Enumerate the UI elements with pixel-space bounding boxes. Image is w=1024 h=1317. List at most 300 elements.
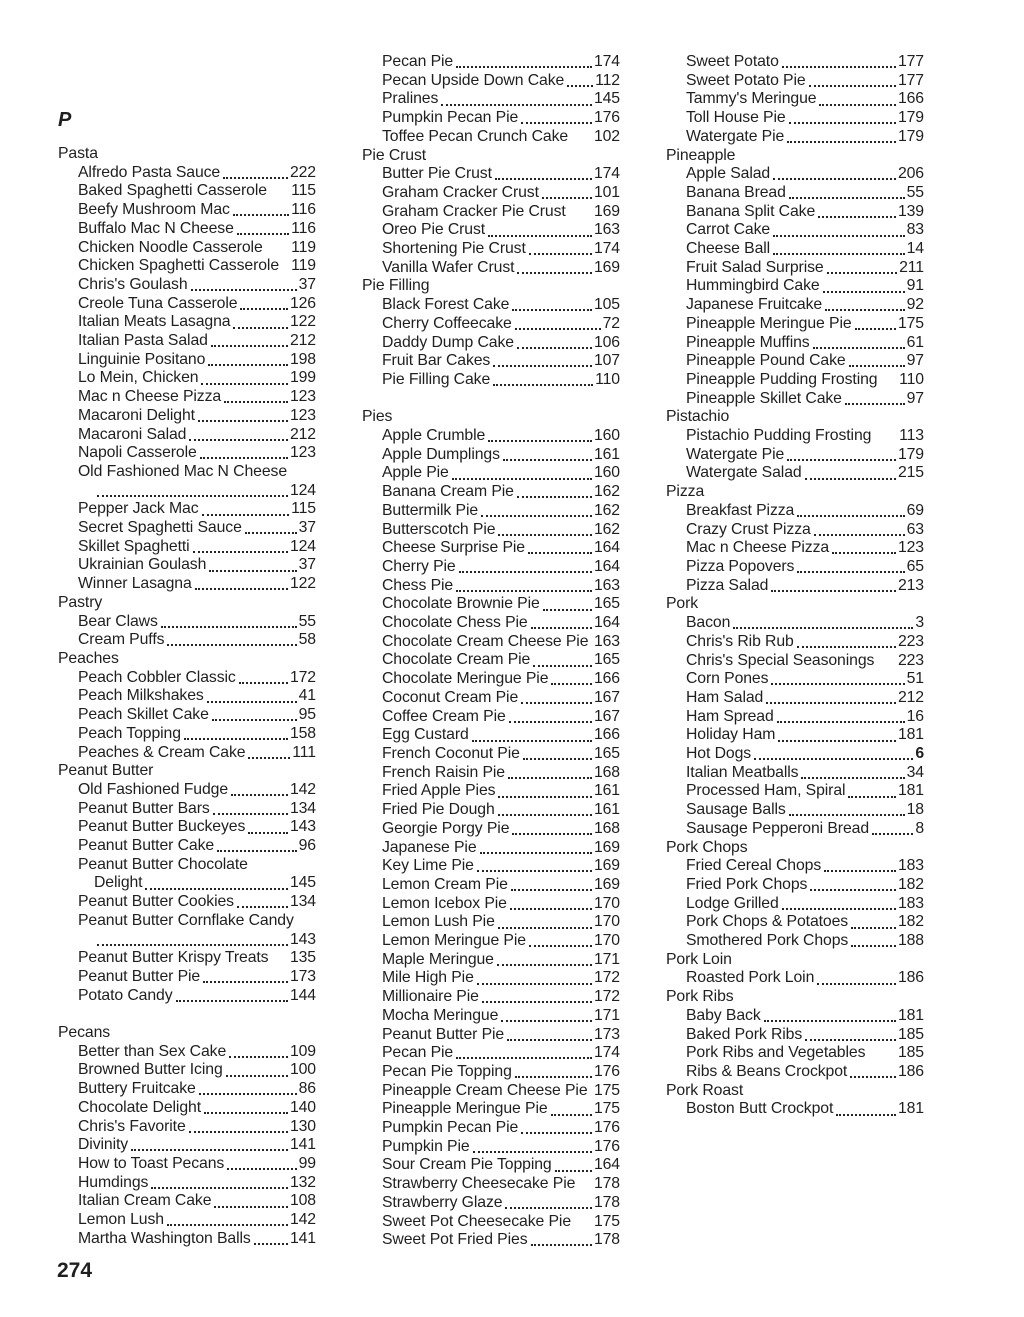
entry-page-number: 164 bbox=[593, 614, 620, 632]
entry-page-number: 166 bbox=[593, 726, 620, 744]
entry-title: Browned Butter Icing bbox=[78, 1061, 223, 1079]
entry-title: Pepper Jack Mac bbox=[78, 500, 199, 518]
dot-leader bbox=[754, 758, 913, 760]
dot-leader bbox=[555, 1170, 592, 1172]
dot-leader bbox=[223, 177, 288, 179]
entry-title: Delight bbox=[94, 874, 143, 892]
entry-title: Chris's Special Seasonings bbox=[686, 651, 875, 669]
dot-leader bbox=[193, 551, 288, 553]
entry-title: Martha Washington Balls bbox=[78, 1229, 251, 1247]
entry-title: Pineapple Pudding Frosting bbox=[686, 370, 878, 388]
dot-leader bbox=[787, 141, 896, 143]
entry-title: Chris's Goulash bbox=[78, 275, 188, 293]
entry-page-number: 163 bbox=[593, 221, 620, 239]
entry-title: Sweet Pot Cheesecake Pie bbox=[382, 1212, 572, 1230]
dot-leader bbox=[209, 570, 296, 572]
dot-leader bbox=[229, 1056, 288, 1058]
entry-page-number: 160 bbox=[593, 427, 620, 445]
entry-title: Pumpkin Pecan Pie bbox=[382, 109, 519, 127]
index-entry bbox=[362, 446, 620, 465]
index-entry bbox=[666, 315, 924, 334]
dot-leader bbox=[773, 178, 896, 180]
entry-title: Creole Tuna Casserole bbox=[78, 294, 238, 312]
entry-page-number: 112 bbox=[595, 71, 620, 89]
entry-title: Hot Dogs bbox=[686, 745, 752, 763]
entry-title: Humdings bbox=[78, 1173, 149, 1191]
dot-leader bbox=[529, 945, 592, 947]
index-entry bbox=[362, 614, 620, 633]
entry-page-number: 165 bbox=[593, 595, 620, 613]
index-entry bbox=[58, 1043, 316, 1062]
index-entry bbox=[58, 164, 316, 183]
dot-leader bbox=[531, 1244, 592, 1246]
category-header: Pecans bbox=[58, 1024, 111, 1042]
entry-page-number: 142 bbox=[289, 780, 316, 798]
entry-title: Bear Claws bbox=[78, 612, 158, 630]
dot-leader bbox=[245, 532, 297, 534]
index-entry bbox=[666, 726, 924, 745]
index-entry bbox=[362, 969, 620, 988]
index-entry bbox=[666, 390, 924, 409]
entry-page-number: 95 bbox=[298, 706, 316, 724]
dot-leader bbox=[787, 459, 896, 461]
entry-page-number: 108 bbox=[289, 1192, 316, 1210]
dot-leader bbox=[195, 588, 288, 590]
index-entry bbox=[58, 519, 316, 538]
entry-title: Pistachio Pudding Frosting bbox=[686, 427, 872, 445]
entry-title: Cheese Surprise Pie bbox=[382, 539, 525, 557]
category-header: Pastry bbox=[58, 593, 103, 611]
dot-leader bbox=[493, 365, 592, 367]
entry-page-number: 212 bbox=[897, 688, 924, 706]
entry-page-number: 178 bbox=[593, 1231, 620, 1249]
entry-page-number: 178 bbox=[593, 1175, 620, 1193]
entry-title: Cherry Coffeecake bbox=[382, 314, 512, 332]
entry-page-number: 164 bbox=[593, 539, 620, 557]
entry-title: Strawberry Glaze bbox=[382, 1193, 503, 1211]
index-entry bbox=[362, 1231, 620, 1250]
entry-title: Peanut Butter Krispy Treats bbox=[78, 949, 269, 967]
index-entry bbox=[362, 876, 620, 895]
dot-leader bbox=[226, 1075, 288, 1077]
entry-title: Watergate Pie bbox=[686, 127, 785, 145]
index-entry bbox=[58, 1118, 316, 1137]
index-entry bbox=[58, 1230, 316, 1249]
index-entry bbox=[666, 1100, 924, 1119]
entry-title: Italian Pasta Salad bbox=[78, 332, 208, 350]
index-entry bbox=[666, 1063, 924, 1082]
entry-page-number: 176 bbox=[593, 109, 620, 127]
dot-leader bbox=[167, 1224, 288, 1226]
dot-leader bbox=[201, 383, 287, 385]
index-entry bbox=[58, 1211, 316, 1230]
index-entry bbox=[58, 725, 316, 744]
dot-leader bbox=[189, 1131, 288, 1133]
index-entry bbox=[362, 932, 620, 951]
index-entry bbox=[58, 1174, 316, 1193]
entry-page-number: 178 bbox=[593, 1193, 620, 1211]
entry-title: Mac n Cheese Pizza bbox=[78, 388, 222, 406]
dot-leader bbox=[810, 889, 896, 891]
index-entry bbox=[362, 72, 620, 91]
index-entry bbox=[666, 184, 924, 203]
entry-page-number: 215 bbox=[897, 464, 924, 482]
dot-leader bbox=[204, 1112, 288, 1114]
entry-title: Smothered Pork Chops bbox=[686, 932, 849, 950]
dot-leader bbox=[456, 66, 592, 68]
index-entry bbox=[666, 334, 924, 353]
dot-leader bbox=[211, 345, 288, 347]
dot-leader bbox=[248, 832, 288, 834]
dot-leader bbox=[97, 944, 288, 946]
entry-title: Lemon Lush Pie bbox=[382, 913, 495, 931]
entry-title: Toll House Pie bbox=[686, 109, 786, 127]
entry-page-number: 165 bbox=[593, 651, 620, 669]
entry-title: Fried Cereal Chops bbox=[686, 857, 822, 875]
entry-page-number: 119 bbox=[291, 238, 316, 256]
entry-title: Peanut Butter Bars bbox=[78, 799, 210, 817]
index-entry bbox=[58, 239, 316, 258]
entry-title: Breakfast Pizza bbox=[686, 501, 795, 519]
dot-leader bbox=[521, 122, 592, 124]
index-entry bbox=[666, 296, 924, 315]
index-entry bbox=[58, 575, 316, 594]
entry-title: Peach Cobbler Classic bbox=[78, 668, 236, 686]
index-entry bbox=[58, 744, 316, 763]
index-entry bbox=[666, 109, 924, 128]
entry-title: Egg Custard bbox=[382, 726, 469, 744]
index-entry bbox=[666, 614, 924, 633]
entry-title: Pizza Salad bbox=[686, 576, 769, 594]
index-entry bbox=[362, 689, 620, 708]
dot-leader bbox=[533, 665, 592, 667]
index-entry bbox=[666, 857, 924, 876]
entry-page-number: 41 bbox=[298, 687, 316, 705]
entry-title: Graham Cracker Crust bbox=[382, 183, 539, 201]
entry-title: Carrot Cake bbox=[686, 221, 771, 239]
entry-title: Pecan Upside Down Cake bbox=[382, 71, 565, 89]
entry-title: Pork Chops & Potatoes bbox=[686, 913, 849, 931]
entry-page-number: 168 bbox=[593, 819, 620, 837]
entry-page-number: 163 bbox=[593, 576, 620, 594]
entry-page-number: 198 bbox=[289, 350, 316, 368]
index-entry bbox=[666, 558, 924, 577]
index-entry bbox=[58, 949, 316, 968]
index-entry bbox=[362, 464, 620, 483]
entry-title: Better than Sex Cake bbox=[78, 1042, 227, 1060]
dot-leader bbox=[551, 683, 592, 685]
entry-page-number: 145 bbox=[289, 874, 316, 892]
dot-leader bbox=[805, 478, 896, 480]
entry-title: Beefy Mushroom Mac bbox=[78, 201, 230, 219]
entry-title: Secret Spaghetti Sauce bbox=[78, 519, 242, 537]
dot-leader bbox=[789, 122, 896, 124]
entry-title: Banana Split Cake bbox=[686, 202, 816, 220]
entry-page-number: 116 bbox=[291, 219, 316, 237]
entry-title: Chocolate Cream Cheese Pie bbox=[382, 632, 589, 650]
entry-title: Watergate Pie bbox=[686, 445, 785, 463]
category-header: Pistachio bbox=[666, 408, 730, 426]
category-header: Pie Crust bbox=[362, 146, 427, 164]
entry-title: Winner Lasagna bbox=[78, 575, 192, 593]
entry-page-number: 164 bbox=[593, 557, 620, 575]
dot-leader bbox=[814, 534, 905, 536]
entry-page-number: 123 bbox=[897, 539, 924, 557]
entry-page-number: 3 bbox=[915, 614, 924, 632]
entry-page-number: 176 bbox=[593, 1119, 620, 1137]
dot-leader bbox=[200, 457, 288, 459]
entry-page-number: 186 bbox=[897, 969, 924, 987]
entry-title: Sweet Potato Pie bbox=[686, 71, 806, 89]
entry-title: Japanese Pie bbox=[382, 838, 477, 856]
entry-page-number: 142 bbox=[289, 1211, 316, 1229]
entry-page-number: 172 bbox=[593, 988, 620, 1006]
index-entry bbox=[362, 352, 620, 371]
index-entry bbox=[362, 764, 620, 783]
entry-page-number: 134 bbox=[289, 893, 316, 911]
index-entry bbox=[666, 652, 924, 671]
index-entry bbox=[362, 184, 620, 203]
entry-title: Banana Cream Pie bbox=[382, 483, 514, 501]
index-entry bbox=[58, 1080, 316, 1099]
index-entry bbox=[666, 1026, 924, 1045]
entry-page-number: 109 bbox=[289, 1042, 316, 1060]
entry-title: Hummingbird Cake bbox=[686, 277, 820, 295]
entry-page-number: 161 bbox=[593, 445, 620, 463]
index-entry bbox=[58, 1192, 316, 1211]
index-entry bbox=[58, 182, 316, 201]
dot-leader bbox=[543, 609, 592, 611]
entry-page-number: 122 bbox=[289, 313, 316, 331]
index-column-3 bbox=[666, 53, 924, 1119]
entry-title: French Coconut Pie bbox=[382, 745, 520, 762]
entry-title: Baked Pork Ribs bbox=[686, 1025, 803, 1043]
entry-page-number: 170 bbox=[593, 932, 620, 950]
index-entry bbox=[362, 1007, 620, 1026]
dot-leader bbox=[515, 1076, 592, 1078]
dot-leader bbox=[481, 515, 592, 517]
dot-leader bbox=[848, 796, 895, 798]
entry-page-number: 166 bbox=[897, 90, 924, 108]
index-entry bbox=[58, 426, 316, 445]
index-entry bbox=[666, 1044, 924, 1063]
dot-leader bbox=[202, 514, 290, 516]
dot-leader bbox=[845, 403, 905, 405]
dot-leader bbox=[771, 683, 904, 685]
entry-page-number: 213 bbox=[897, 576, 924, 594]
entry-page-number: 182 bbox=[897, 875, 924, 893]
entry-page-number: 167 bbox=[593, 688, 620, 706]
entry-title: Pecan Pie bbox=[382, 1044, 454, 1062]
index-entry bbox=[362, 1156, 620, 1175]
entry-title: Pineapple Cream Cheese Pie bbox=[382, 1081, 588, 1099]
dot-leader bbox=[507, 1039, 592, 1041]
entry-page-number: 72 bbox=[602, 314, 620, 332]
index-entry bbox=[362, 839, 620, 858]
dot-leader bbox=[189, 439, 288, 441]
entry-title: Japanese Fruitcake bbox=[686, 296, 823, 314]
entry-title: Pumpkin Pecan Pie bbox=[382, 1119, 519, 1137]
entry-page-number: 123 bbox=[289, 444, 316, 462]
entry-page-number: 161 bbox=[593, 782, 620, 800]
dot-leader bbox=[498, 534, 592, 536]
index-entry bbox=[666, 932, 924, 951]
entry-title: Pecan Pie Topping bbox=[382, 1062, 512, 1080]
entry-title: Chris's Favorite bbox=[78, 1117, 186, 1135]
category-header: Pineapple bbox=[666, 146, 736, 164]
dot-leader bbox=[508, 777, 592, 779]
entry-page-number: 140 bbox=[289, 1098, 316, 1116]
entry-page-number: 124 bbox=[289, 481, 316, 499]
category-header: Pork Chops bbox=[666, 838, 748, 856]
entry-page-number: 212 bbox=[289, 425, 316, 443]
dot-leader bbox=[199, 1093, 297, 1095]
entry-title: Peach Skillet Cake bbox=[78, 706, 209, 724]
index-entry bbox=[362, 633, 620, 652]
entry-page-number: 161 bbox=[593, 801, 620, 819]
dot-leader bbox=[851, 945, 896, 947]
entry-page-number: 174 bbox=[593, 53, 620, 70]
entry-page-number: 116 bbox=[291, 201, 316, 219]
entry-title: Ribs & Beans Crockpot bbox=[686, 1062, 848, 1080]
entry-title: Chris's Rib Rub bbox=[686, 632, 794, 650]
dot-leader bbox=[248, 757, 290, 759]
entry-title: Peach Topping bbox=[78, 724, 181, 742]
dot-leader bbox=[452, 478, 592, 480]
index-entry bbox=[666, 820, 924, 839]
dot-leader bbox=[207, 701, 297, 703]
entry-title: Mile High Pie bbox=[382, 969, 474, 987]
dot-leader bbox=[212, 719, 297, 721]
dot-leader bbox=[151, 1187, 288, 1189]
entry-page-number: 162 bbox=[593, 520, 620, 538]
entry-page-number: 99 bbox=[298, 1154, 316, 1172]
index-entry bbox=[58, 1155, 316, 1174]
dot-leader bbox=[528, 552, 592, 554]
index-entry bbox=[666, 464, 924, 483]
dot-leader bbox=[805, 1039, 896, 1041]
entry-page-number: 169 bbox=[593, 857, 620, 875]
index-entry bbox=[362, 128, 620, 147]
index-entry bbox=[666, 90, 924, 109]
entry-title: Millionaire Pie bbox=[382, 988, 479, 1006]
entry-title: Peach Milkshakes bbox=[78, 687, 204, 705]
entry-page-number: 16 bbox=[906, 707, 924, 725]
entry-title: Pizza Popovers bbox=[686, 557, 795, 575]
entry-title: Fried Pork Chops bbox=[686, 875, 808, 893]
dot-leader bbox=[239, 682, 288, 684]
entry-page-number: 173 bbox=[289, 967, 316, 985]
index-entry bbox=[666, 913, 924, 932]
dot-leader bbox=[237, 233, 289, 235]
entry-page-number: 106 bbox=[593, 333, 620, 351]
entry-page-number: 212 bbox=[289, 332, 316, 350]
entry-page-number: 176 bbox=[593, 1137, 620, 1155]
entry-title: Buffalo Mac N Cheese bbox=[78, 219, 234, 237]
dot-leader bbox=[850, 1076, 896, 1078]
dot-leader bbox=[480, 852, 592, 854]
dot-leader bbox=[764, 1020, 896, 1022]
dot-leader bbox=[818, 216, 896, 218]
entry-page-number: 185 bbox=[897, 1044, 924, 1062]
index-entry bbox=[666, 446, 924, 465]
index-entry bbox=[666, 502, 924, 521]
entry-title: Daddy Dump Cake bbox=[382, 333, 514, 351]
dot-leader bbox=[131, 1149, 288, 1151]
index-entry bbox=[362, 988, 620, 1007]
dot-leader bbox=[789, 197, 905, 199]
dot-leader bbox=[819, 104, 895, 106]
entry-title: Italian Meatballs bbox=[686, 763, 799, 781]
index-entry bbox=[362, 334, 620, 353]
index-entry bbox=[58, 295, 316, 314]
index-entry bbox=[58, 556, 316, 575]
category-header: Pies bbox=[362, 408, 393, 426]
dot-leader bbox=[167, 644, 296, 646]
entry-title: Lemon Cream Pie bbox=[382, 875, 508, 893]
dot-leader bbox=[766, 702, 896, 704]
entry-title: Macaroni Salad bbox=[78, 425, 187, 443]
dot-leader bbox=[191, 289, 297, 291]
entry-title: Ham Spread bbox=[686, 707, 774, 725]
entry-title: Buttermilk Pie bbox=[382, 501, 479, 519]
index-entry bbox=[362, 1082, 620, 1101]
dot-leader bbox=[497, 964, 592, 966]
entry-page-number: 172 bbox=[593, 969, 620, 987]
index-entry bbox=[666, 689, 924, 708]
entry-page-number: 143 bbox=[289, 930, 316, 948]
entry-title: Sausage Pepperoni Bread bbox=[686, 819, 870, 837]
dot-leader bbox=[827, 272, 898, 274]
dot-leader bbox=[872, 833, 913, 835]
index-entry bbox=[58, 444, 316, 463]
entry-page-number: 14 bbox=[906, 240, 924, 258]
entry-page-number: 169 bbox=[593, 838, 620, 856]
dot-leader bbox=[531, 627, 592, 629]
index-column-1-lines bbox=[58, 145, 316, 1248]
index-entry bbox=[666, 782, 924, 801]
index-entry bbox=[58, 201, 316, 220]
dot-leader bbox=[477, 983, 592, 985]
index-entry bbox=[362, 315, 620, 334]
dot-leader bbox=[510, 908, 592, 910]
entry-title: Peanut Butter Cookies bbox=[78, 893, 234, 911]
index-entry bbox=[362, 371, 620, 390]
dot-leader bbox=[145, 888, 287, 890]
entry-title: Chocolate Delight bbox=[78, 1098, 201, 1116]
entry-page-number: 139 bbox=[897, 202, 924, 220]
dot-leader bbox=[789, 814, 905, 816]
index-entry bbox=[666, 259, 924, 278]
index-entry bbox=[666, 895, 924, 914]
index-entry bbox=[58, 388, 316, 407]
entry-title: French Raisin Pie bbox=[382, 763, 505, 781]
entry-page-number: 186 bbox=[897, 1062, 924, 1080]
entry-title: Pineapple Muffins bbox=[686, 333, 810, 351]
entry-page-number: 162 bbox=[593, 483, 620, 501]
entry-page-number: 175 bbox=[593, 1100, 620, 1118]
entry-page-number: 170 bbox=[593, 894, 620, 912]
entry-title: Maple Meringue bbox=[382, 950, 494, 968]
entry-title: Apple Crumble bbox=[382, 427, 486, 445]
index-entry bbox=[666, 969, 924, 988]
entry-page-number: 223 bbox=[897, 632, 924, 650]
index-entry bbox=[666, 277, 924, 296]
entry-title: Sour Cream Pie Topping bbox=[382, 1156, 552, 1174]
spacer bbox=[362, 390, 620, 409]
entry-title: Potato Candy bbox=[78, 986, 173, 1004]
entry-page-number: 222 bbox=[289, 163, 316, 181]
